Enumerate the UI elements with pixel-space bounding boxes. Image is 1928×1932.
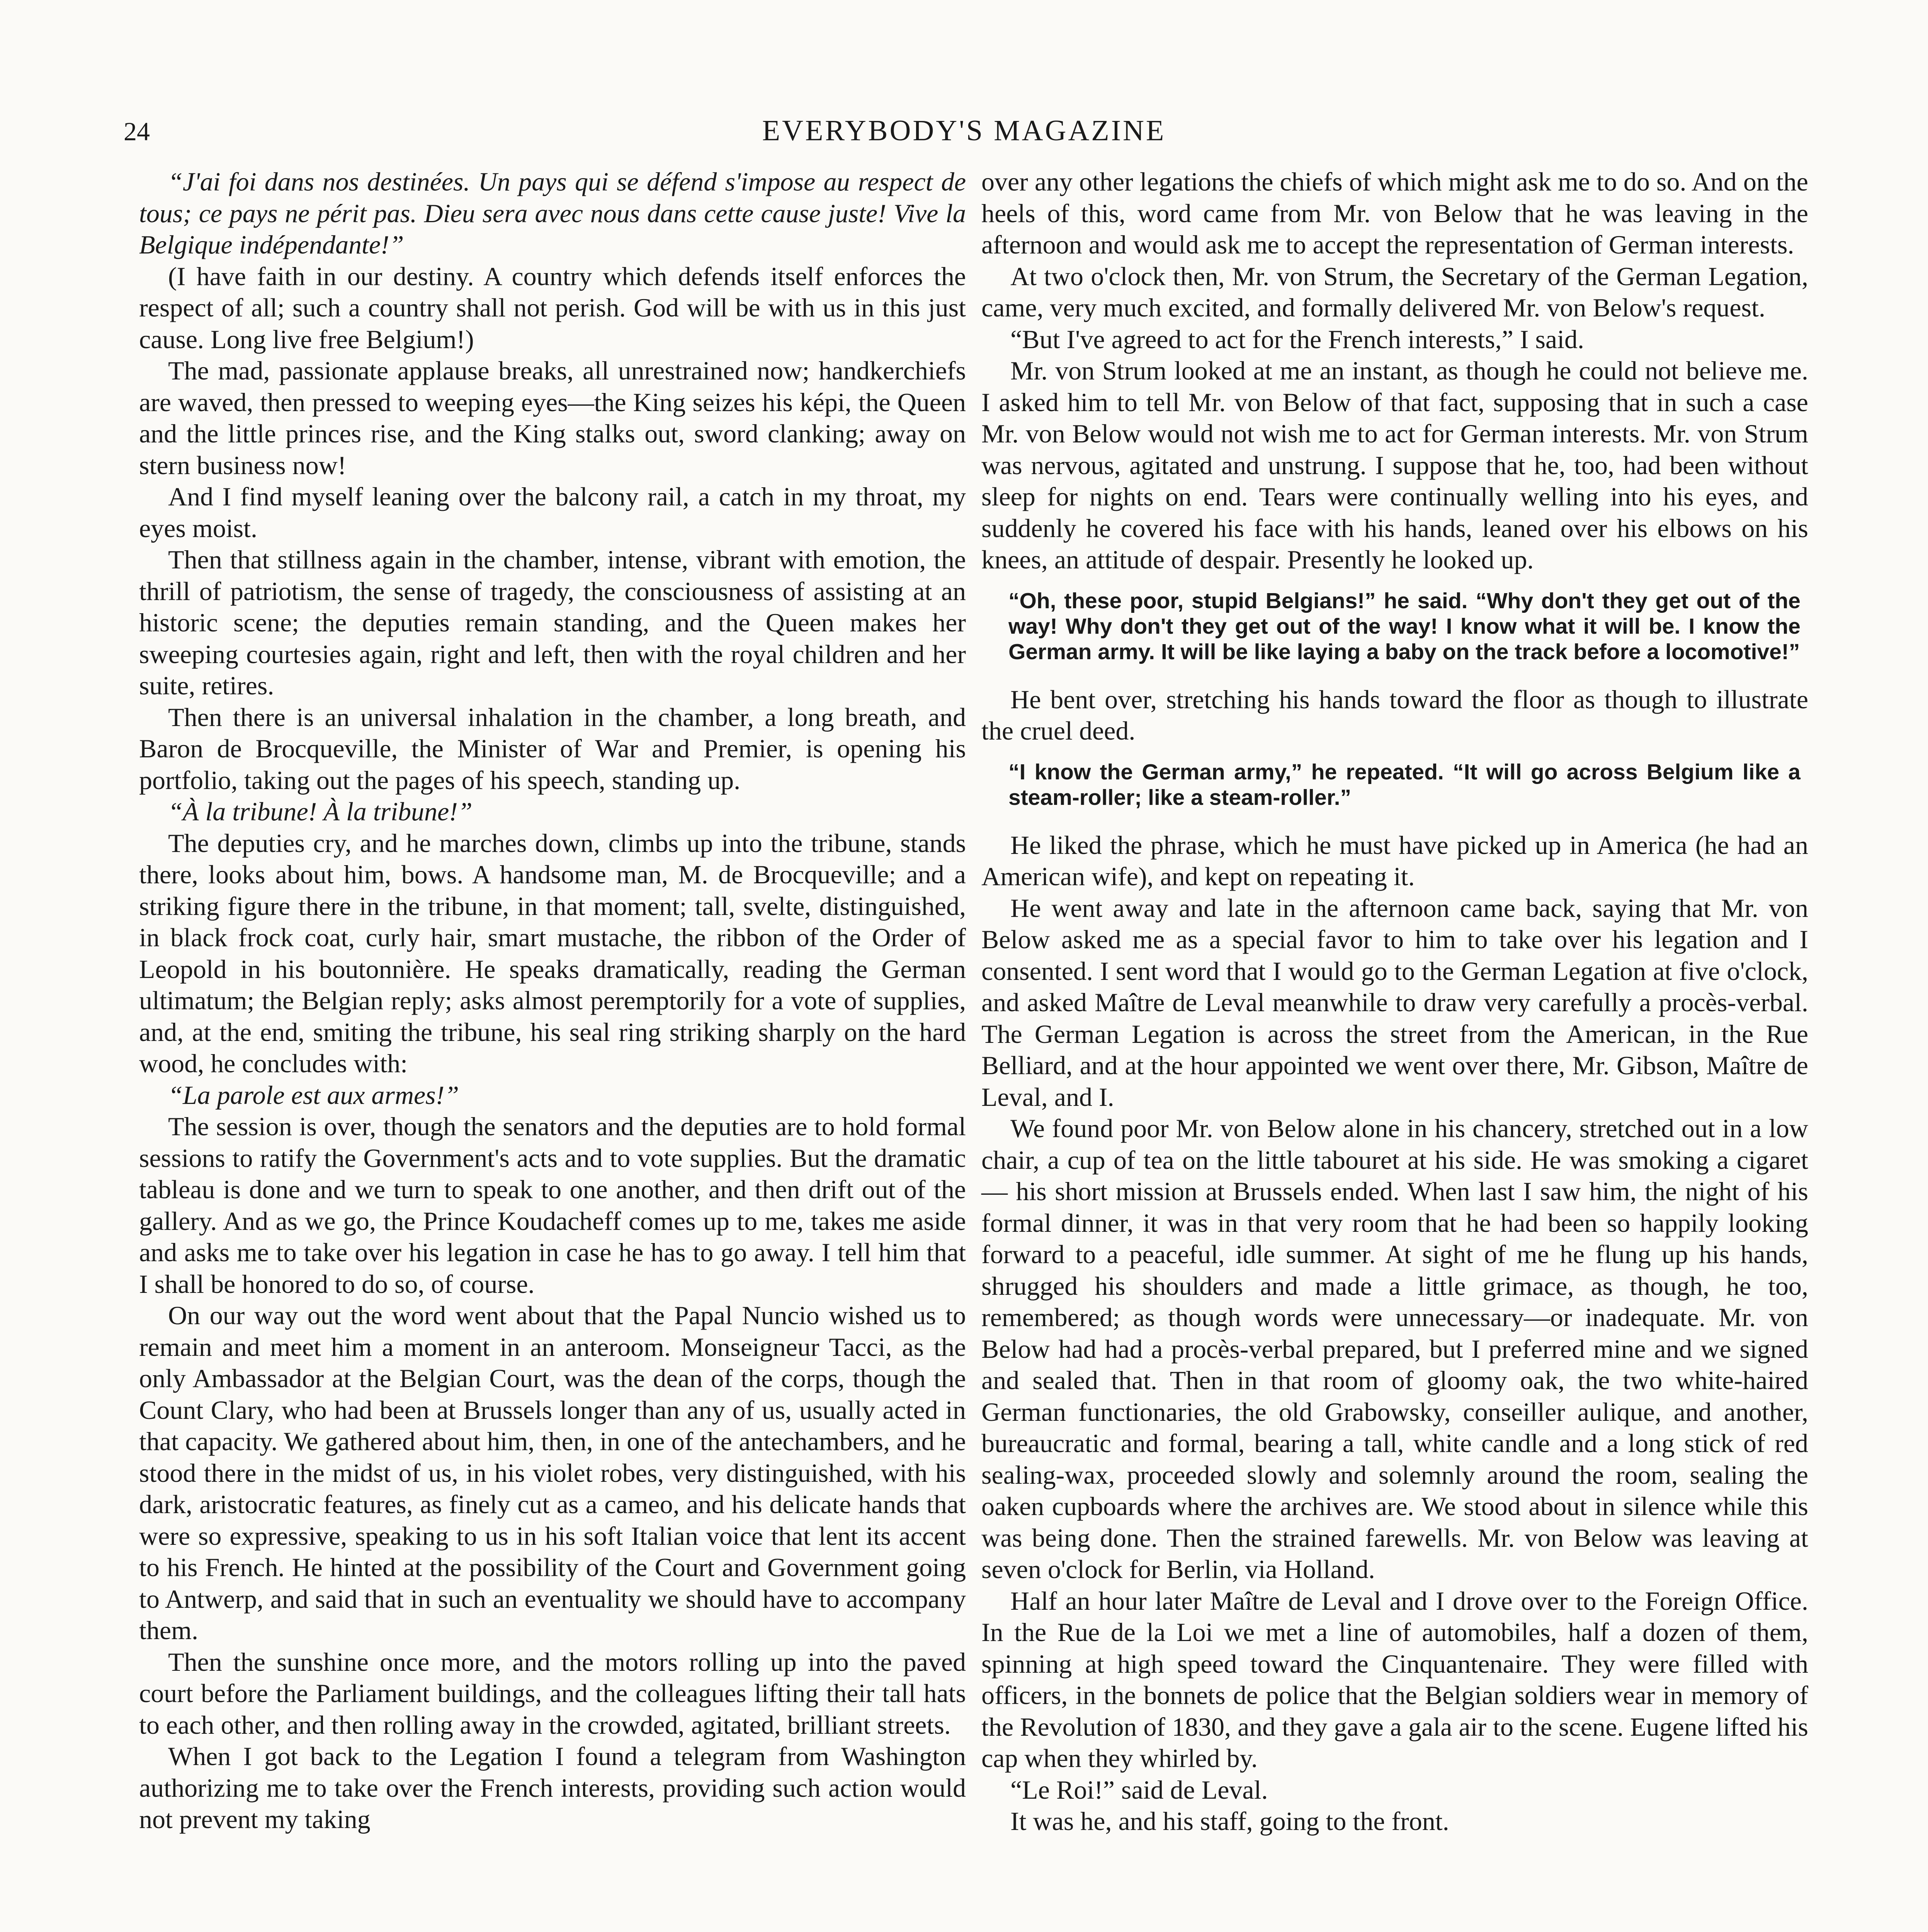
left-column-paragraph: Then that stillness again in the chamber, intense, vibrant with emotion, the thrill of patriotism, the sense of tragedy, the consciousness of assisting at an historic scene; the deputies remain standing, and the Queen makes her sweeping courtesies again, right and left, then with the royal children and her suite, retires.	[139, 545, 966, 700]
left-column-paragraph: Then there is an universal inhalation in the chamber, a long breath, and Baron de Brocqueville, the Minister of War and Premier, is opening his portfolio, taking out the pages of his speech, standing up.	[139, 702, 966, 795]
right-column	[981, 166, 1808, 1837]
left-column-paragraph: (I have faith in our destiny. A country which defends itself enforces the respect of all; such a country shall not perish. God will be with us in this just cause. Long live free Belgium!)	[139, 261, 966, 354]
right-column-paragraph: We found poor Mr. von Below alone in his chancery, stretched out in a low chair, a cup of tea on the little tabouret at his side. He was smoking a cigaret — his short mission at Brussels ended. When last I saw him, the night of his formal dinner, it was in that very room that he had been so happily looking forward to a peaceful, idle summer. At sight of me he flung up his hands, shrugged his shoulders and made a little grimace, as though, he too, remembered; as though words were unnecessary—or inadequate. Mr. von Below had had a procès-verbal prepared, but I preferred mine and we signed and sealed that. Then in that room of gloomy oak, the two white-haired German functionaries, the old Grabowsky, conseiller aulique, and another, bureaucratic and formal, bearing a tall, white candle and a long stick of red sealing-wax, proceeded slowly and solemnly around the room, sealing the oaken cupboards where the archives are. We stood about in silence while this was being done. Then the strained farewells. Mr. von Below was leaving at seven o'clock for Berlin, via Holland.	[981, 1114, 1808, 1584]
left-column-paragraph: On our way out the word went about that the Papal Nuncio wished us to remain and meet him a moment in an anteroom. Monseigneur Tacci, as the only Ambassador at the Belgian Court, was the dean of the corps, though the Count Clary, who had been at Brussels longer than any of us, usually acted in that capacity. We gathered about him, then, in one of the antechambers, and he stood there in the midst of us, in his violet robes, very distinguished, with his dark, aristocratic features, as finely cut as a cameo, and his delicate hands that were so expressive, speaking to us in his soft Italian voice that lent its accent to his French. He hinted at the possibility of the Court and Government going to Antwerp, and said that in such an eventuality we should have to accompany them.	[139, 1301, 966, 1645]
right-column-paragraph: He liked the phrase, which he must have picked up in America (he had an American wife), and kept on repeating it.	[981, 830, 1808, 891]
left-column	[139, 166, 966, 1835]
left-column-paragraph: The session is over, though the senators and the deputies are to hold formal sessions to ratify the Government's acts and to vote supplies. But the dramatic tableau is done and we turn to speak to one another, and then drift out of the gallery. And as we go, the Prince Koudacheff comes up to me, takes me aside and asks me to take over his legation in case he has to go away. I tell him that I shall be honored to do so, of course.	[139, 1112, 966, 1299]
left-column-paragraph: Then the sunshine once more, and the motors rolling up into the paved court before the Parliament buildings, and the colleagues lifting their tall hats to each other, and then rolling away in the crowded, agitated, brilliant streets.	[139, 1647, 966, 1740]
right-column-paragraph: over any other legations the chiefs of which might ask me to do so. And on the heels of this, word came from Mr. von Below that he was leaving in the afternoon and would ask me to accept the representation of German interests.	[981, 167, 1808, 259]
running-head: EVERYBODY'S MAGAZINE	[762, 114, 1166, 147]
right-column-paragraph: He bent over, stretching his hands toward the floor as though to illustrate the cruel deed.	[981, 684, 1808, 745]
page-number: 24	[124, 117, 150, 146]
right-column-paragraph: “But I've agreed to act for the French interests,” I said.	[1010, 324, 1585, 354]
right-column-paragraph: He went away and late in the afternoon came back, saying that Mr. von Below asked me as a special favor to him to take over his legation and I consented. I sent word that I would go to the German Legation at five o'clock, and asked Maître de Leval meanwhile to draw very carefully a procès-verbal. The German Legation is across the street from the American, in the Rue Belliard, and at the hour appointed we went over there, Mr. Gibson, Maître de Leval, and I.	[981, 893, 1808, 1112]
left-column-paragraph: “J'ai foi dans nos destinées. Un pays qui se défend s'impose au respect de tous; ce pays ne périt pas. Dieu sera avec nous dans cette cause juste! Vive la Belgique indépendante!”	[139, 167, 966, 259]
right-column-paragraph: It was he, and his staff, going to the front.	[1010, 1806, 1449, 1836]
left-column-paragraph: And I find myself leaning over the balcony rail, a catch in my throat, my eyes moist.	[139, 482, 966, 543]
right-column-paragraph: At two o'clock then, Mr. von Strum, the Secretary of the German Legation, came, very much excited, and formally delivered Mr. von Below's request.	[981, 261, 1808, 322]
left-column-paragraph: The mad, passionate applause breaks, all unrestrained now; handkerchiefs are waved, then pressed to weeping eyes—the King seizes his képi, the Queen and the little princes rise, and the King stalks out, sword clanking; away on stern business now!	[139, 356, 966, 480]
left-column-paragraph: “La parole est aux armes!”	[168, 1080, 459, 1110]
right-column-paragraph: “I know the German army,” he repeated. “It will go across Belgium like a steam-roller; like a steam-roller.”	[1008, 759, 1800, 810]
left-column-paragraph: The deputies cry, and he marches down, climbs up into the tribune, stands there, looks about him, bows. A handsome man, M. de Brocqueville; and a striking figure there in the tribune, in that moment; tall, svelte, distinguished, in black frock coat, curly hair, smart mustache, the ribbon of the Order of Leopold in his boutonnière. He speaks dramatically, reading the German ultimatum; the Belgian reply; asks almost peremptorily for a vote of supplies, and, at the end, smiting the tribune, his seal ring striking sharply on the hard wood, he concludes with:	[139, 828, 966, 1078]
right-column-paragraph: Mr. von Strum looked at me an instant, as though he could not believe me. I asked him to tell Mr. von Below of that fact, supposing that in such a case Mr. von Below would not wish me to act for German interests. Mr. von Strum was nervous, agitated and unstrung. I suppose that he, too, had been without sleep for nights on end. Tears were continually welling into his eyes, and suddenly he covered his face with his hands, leaned over his elbows on his knees, an attitude of despair. Presently he looked up.	[981, 356, 1808, 574]
left-column-paragraph: When I got back to the Legation I found a telegram from Washington authorizing me to take over the French interests, providing such action would not prevent my taking	[139, 1742, 966, 1834]
right-column-paragraph: Half an hour later Maître de Leval and I drove over to the Foreign Office. In the Rue de la Loi we met a line of automobiles, half a dozen of them, spinning at high speed toward the Cinquantenaire. They were filled with officers, in the bonnets de police that the Belgian soldiers wear in memory of the Revolution of 1830, and they gave a gala air to the scene. Eugene lifted his cap when they whirled by.	[981, 1586, 1808, 1773]
left-column-paragraph: “À la tribune! À la tribune!”	[168, 797, 473, 826]
right-column-paragraph: “Le Roi!” said de Leval.	[1010, 1775, 1268, 1804]
right-column-paragraph: “Oh, these poor, stupid Belgians!” he said. “Why don't they get out of the way! Why don't they get out of the way! I know what it will be. I know the German army. It will be like laying a baby on the track before a locomotive!”	[1008, 588, 1800, 664]
